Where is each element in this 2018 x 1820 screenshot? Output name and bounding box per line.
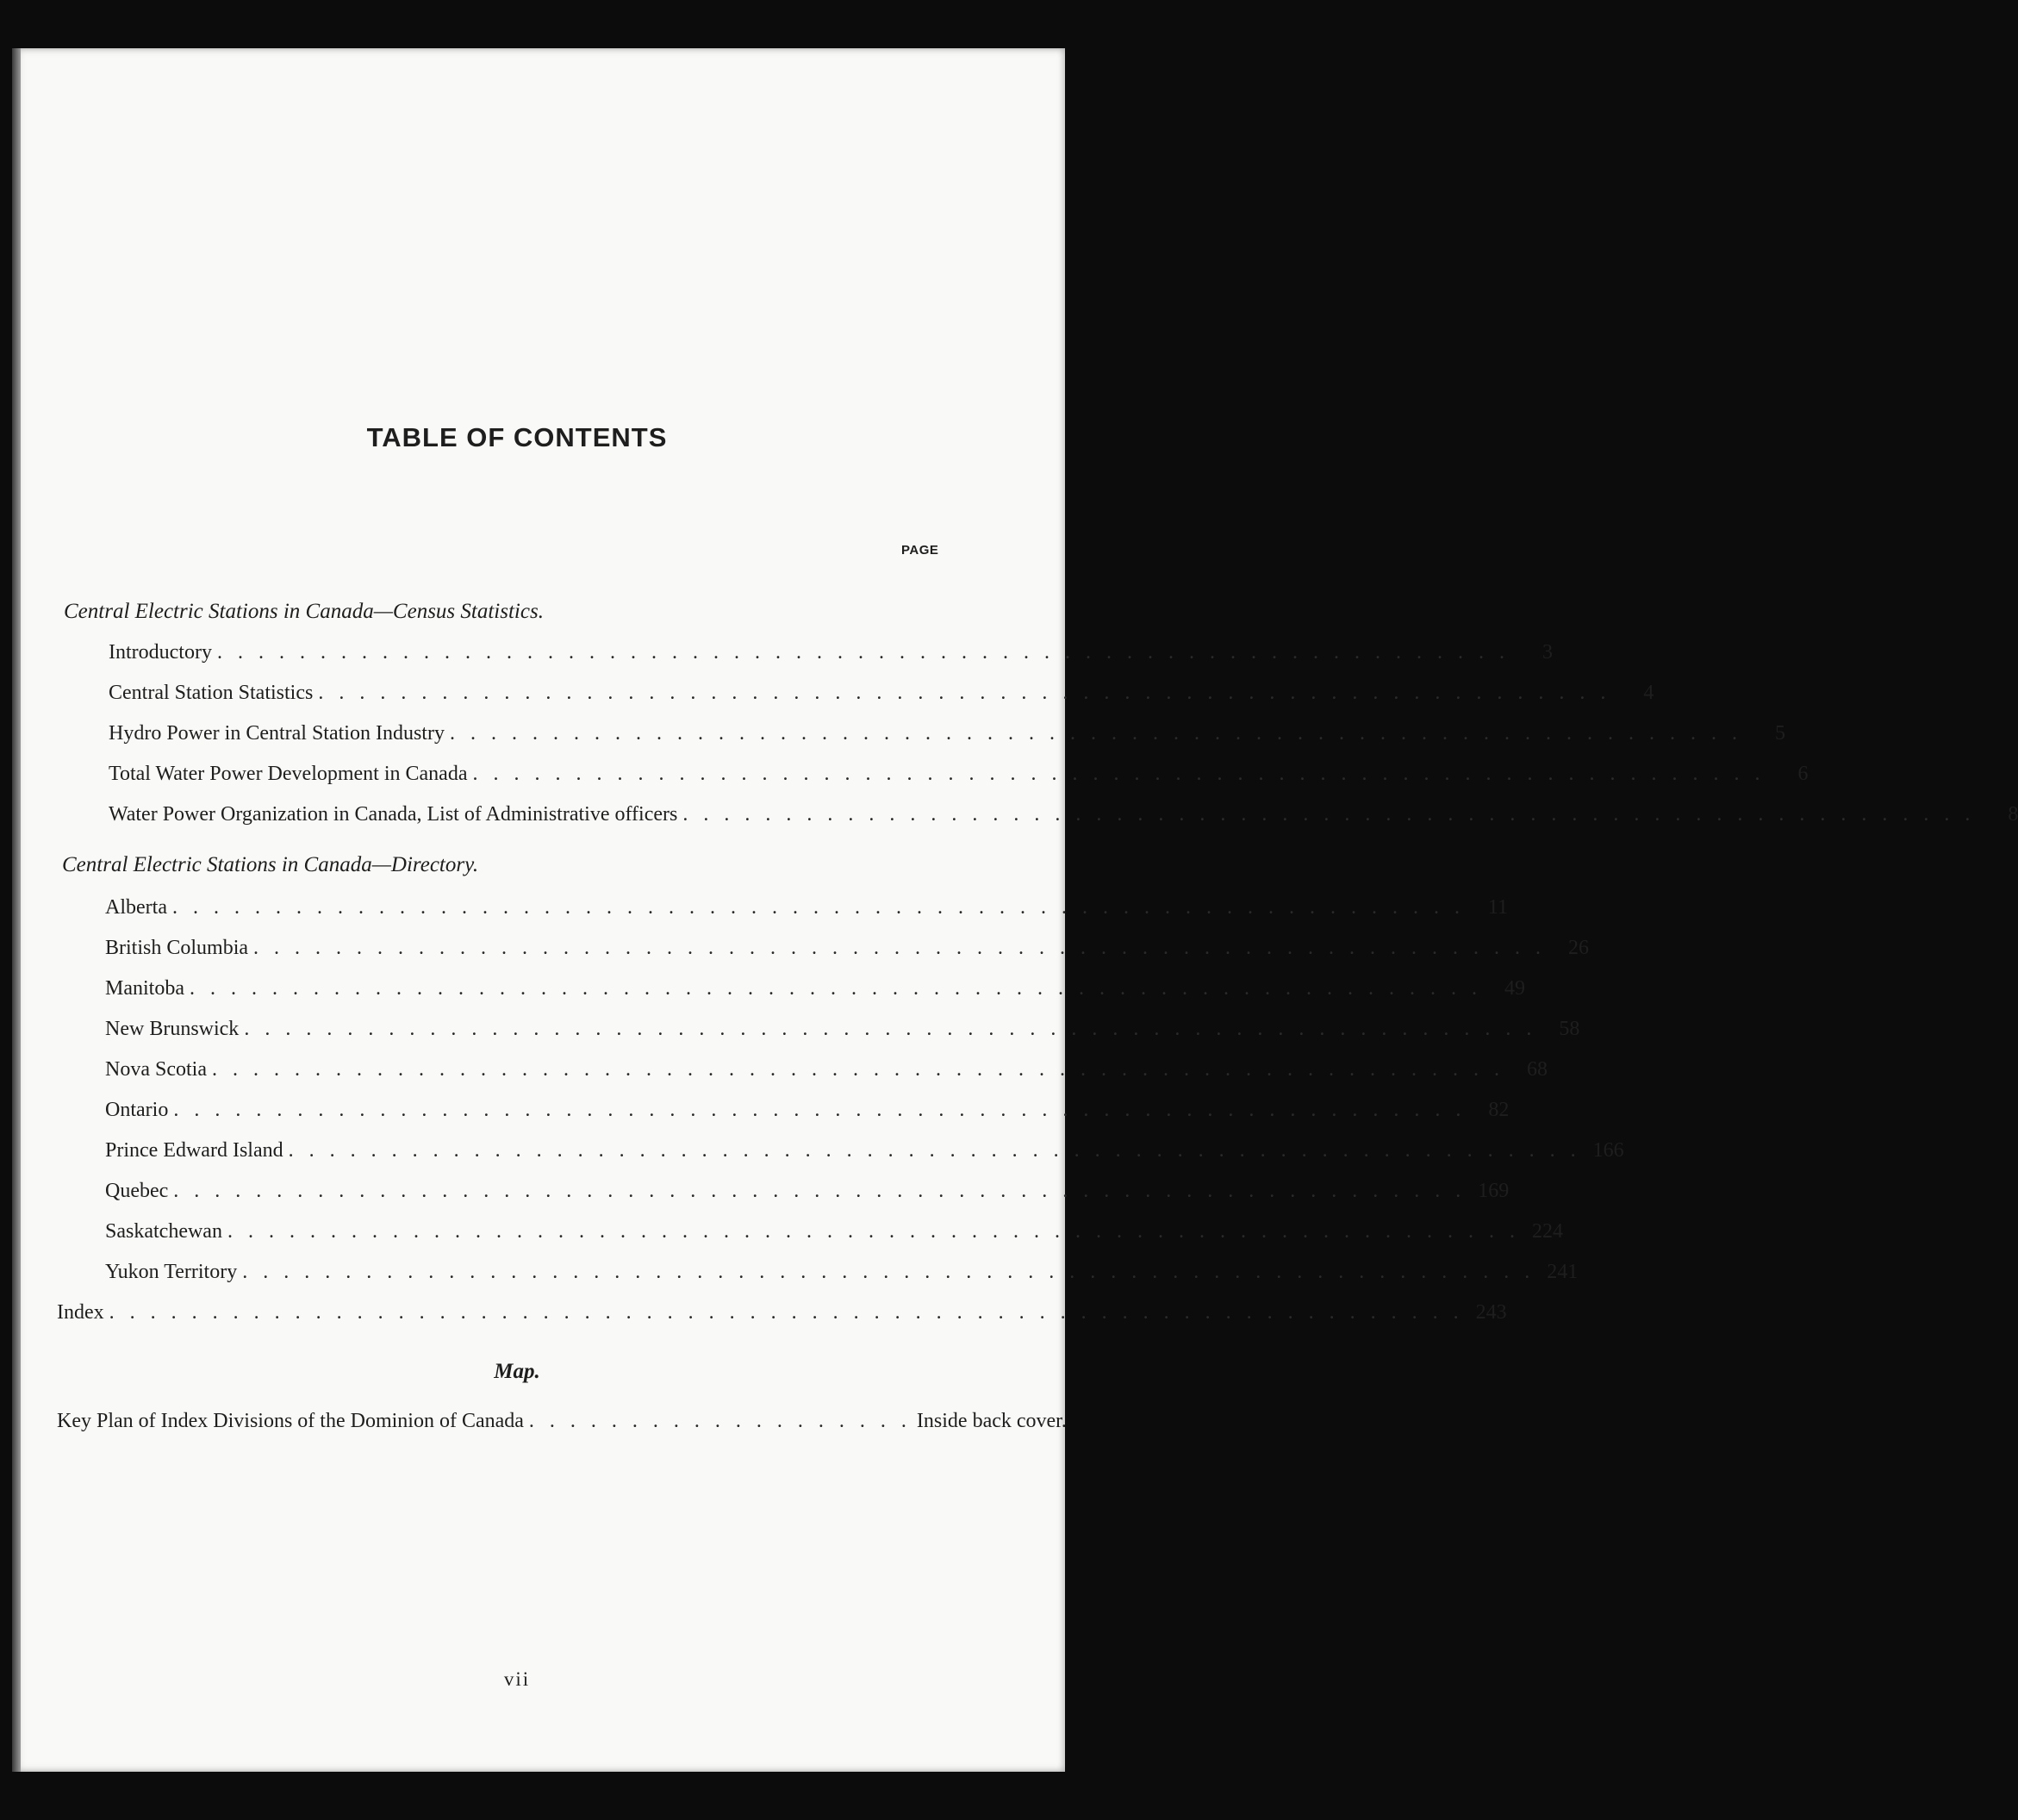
leader-dots: . . . . . . . . . . . . . . . . . . . . . . . . . . . . . . . . . . . . . . . . . . . . . . . . . . . . . . . . . . . . . . . [253, 937, 1547, 959]
leader-dots: . . . . . . . . . . . . . . . . . . . . . . . . . . . . . . . . . . . . . . . . . . . . . . . . . . . . . . . . . . . . . . . [189, 977, 1482, 1000]
toc-entry-label: Hydro Power in Central Station Industry [109, 722, 445, 745]
toc-entry[interactable] [109, 803, 2018, 832]
leader-dots: . . . . . . . . . . . . . . . . . . . . . . . . . . . . . . . . . . . . . . . . . . . . . . . . . . . . . . . . . . . . . . . [216, 641, 1510, 664]
toc-entry-label: Nova Scotia [105, 1058, 207, 1081]
leader-dots: . . . . . . . . . . . . . . . . . . . . . . . . . . . . . . . . . . . . . . . . . . . . . . . . . . . . . . . . . . . . . . . [171, 896, 1465, 919]
toc-entry-page: 166 [1592, 1139, 1624, 1162]
toc-entry-page: 11 [1487, 896, 1508, 919]
leader-dots: . . . . . . . . . . . . . . . . . . . . . . . . . . . . . . . . . . . . . . . . . . . . . . . . . . . . . . . . . . . . . . . [242, 1261, 1535, 1283]
toc-entry-label: Prince Edward Island [105, 1139, 283, 1162]
toc-entry-label: Central Station Statistics [109, 682, 314, 704]
page-title: TABLE OF CONTENTS [366, 422, 668, 452]
leader-dots: . . . . . . . . . . . . . . . . . . . . . . . . . . . . . . . . . . . . . . . . . . . . . . . . . . . . . . . . . . . . . . . [173, 1180, 1467, 1202]
toc-entry-page: 8 [2008, 803, 2018, 826]
toc-entry[interactable] [105, 1261, 1579, 1290]
toc-entry-label: Water Power Organization in Canada, List of Administrative officers [109, 803, 678, 826]
toc-entry-page: 224 [1531, 1220, 1563, 1243]
leader-dots: . . . . . . . . . . . . . . . . . . . . . . . . . . . . . . . . . . . . . . . . . . . . . . . . . . . . . . . . . . . . . . . [449, 722, 1742, 745]
section-heading-census: Central Electric Stations in Canada—Census Statistics. [64, 600, 544, 623]
leader-dots: . . . . . . . . . . . . . . . . . . . . . . . . . . . . . . . . . . . . . . . . . . . . . . . . . . . . . . . . . . . . . . . [288, 1139, 1581, 1162]
toc-entry-label: Key Plan of Index Divisions of the Dominion of Canada [57, 1410, 524, 1432]
leader-dots: . . . . . . . . . . . . . . . . . . . . . . . . . . . . . . . . . . . . . . . . . . . . . . . . . . . . . . . . . . . . . . . [211, 1058, 1504, 1081]
toc-entry[interactable] [105, 1018, 1580, 1047]
toc-entry-page: 169 [1478, 1180, 1510, 1202]
page-column-header: PAGE [901, 543, 939, 558]
toc-entry-label: Yukon Territory [105, 1261, 238, 1283]
toc-entry-page: 82 [1488, 1099, 1510, 1121]
leader-dots: . . . . . . . . . . . . . . . . . . . . . . . . . . . . . . . . . . . . . . . . . . . . . . . . . . . . . . . . . . . . . . . [682, 803, 1976, 826]
leader-dots: . . . . . . . . . . . . . . . . . . . . . . . . . . . . . . . . . . . . . . . . . . . . . . . . . . . . . . . . . . . . . . . [244, 1018, 1537, 1040]
toc-entry-label: British Columbia [105, 937, 249, 959]
document-page [12, 48, 2018, 1772]
toc-entry[interactable] [109, 722, 1785, 751]
toc-entry[interactable] [109, 763, 1809, 792]
toc-entry[interactable] [105, 896, 1508, 926]
toc-entry[interactable] [105, 1139, 1624, 1169]
toc-entry-label: Manitoba [105, 977, 184, 1000]
toc-entry-label: Alberta [105, 896, 167, 919]
leader-dots: . . . . . . . . . . . . . . . . . . . . . . . . . . . . . . . . . . . . . . . . . . . . . . . . . . . . . . . . . . . . . . . [318, 682, 1611, 704]
toc-entry-label: Saskatchewan [105, 1220, 222, 1243]
toc-entry-page: 243 [1475, 1301, 1507, 1324]
leader-dots: . . . . . . . . . . . . . . . . . . . . . . . . . . . . . . . . . . . . . . . . . . . . . . . . . . . . . . . . . . . . . . . [173, 1099, 1467, 1121]
leader-dots: . . . . . . . . . . . . . . . . . . . [528, 1410, 912, 1432]
toc-entry[interactable] [105, 1220, 1563, 1250]
toc-entry-label: Index [57, 1301, 104, 1324]
leader-dots: . . . . . . . . . . . . . . . . . . . . . . . . . . . . . . . . . . . . . . . . . . . . . . . . . . . . . . . . . . . . . . . . . . [109, 1301, 1464, 1324]
toc-entry[interactable] [109, 682, 1654, 711]
toc-entry-page: 49 [1504, 977, 1525, 1000]
toc-entry[interactable] [105, 937, 1590, 966]
map-heading: Map. [494, 1360, 540, 1383]
toc-entry-label: New Brunswick [105, 1018, 240, 1040]
toc-entry-page: 4 [1643, 682, 1654, 704]
toc-entry-index[interactable] [57, 1301, 1507, 1331]
toc-entry-label: Introductory [109, 641, 212, 664]
toc-entry-page: 5 [1774, 722, 1785, 745]
toc-entry-page: 241 [1547, 1261, 1579, 1283]
toc-entry-label: Quebec [105, 1180, 169, 1202]
toc-entry-page: 26 [1568, 937, 1590, 959]
leader-dots: . . . . . . . . . . . . . . . . . . . . . . . . . . . . . . . . . . . . . . . . . . . . . . . . . . . . . . . . . . . . . . . [227, 1220, 1520, 1243]
toc-entry-map[interactable] [57, 1410, 1067, 1439]
toc-entry-page: 58 [1559, 1018, 1580, 1040]
toc-entry-label: Ontario [105, 1099, 169, 1121]
book-spine-edge [12, 48, 21, 1772]
toc-entry-label: Total Water Power Development in Canada [109, 763, 468, 785]
toc-entry[interactable] [105, 1180, 1510, 1209]
toc-entry-page: 6 [1797, 763, 1809, 785]
leader-dots: . . . . . . . . . . . . . . . . . . . . . . . . . . . . . . . . . . . . . . . . . . . . . . . . . . . . . . . . . . . . . . . [472, 763, 1766, 785]
toc-entry-page: 68 [1526, 1058, 1548, 1081]
toc-entry[interactable] [109, 641, 1553, 670]
toc-entry-page: Inside back cover. [916, 1410, 1067, 1432]
toc-entry[interactable] [105, 977, 1525, 1007]
page-number: vii [503, 1668, 531, 1690]
toc-entry[interactable] [105, 1099, 1510, 1128]
toc-entry[interactable] [105, 1058, 1548, 1088]
toc-entry-page: 3 [1542, 641, 1553, 664]
section-heading-directory: Central Electric Stations in Canada—Directory. [62, 853, 479, 876]
